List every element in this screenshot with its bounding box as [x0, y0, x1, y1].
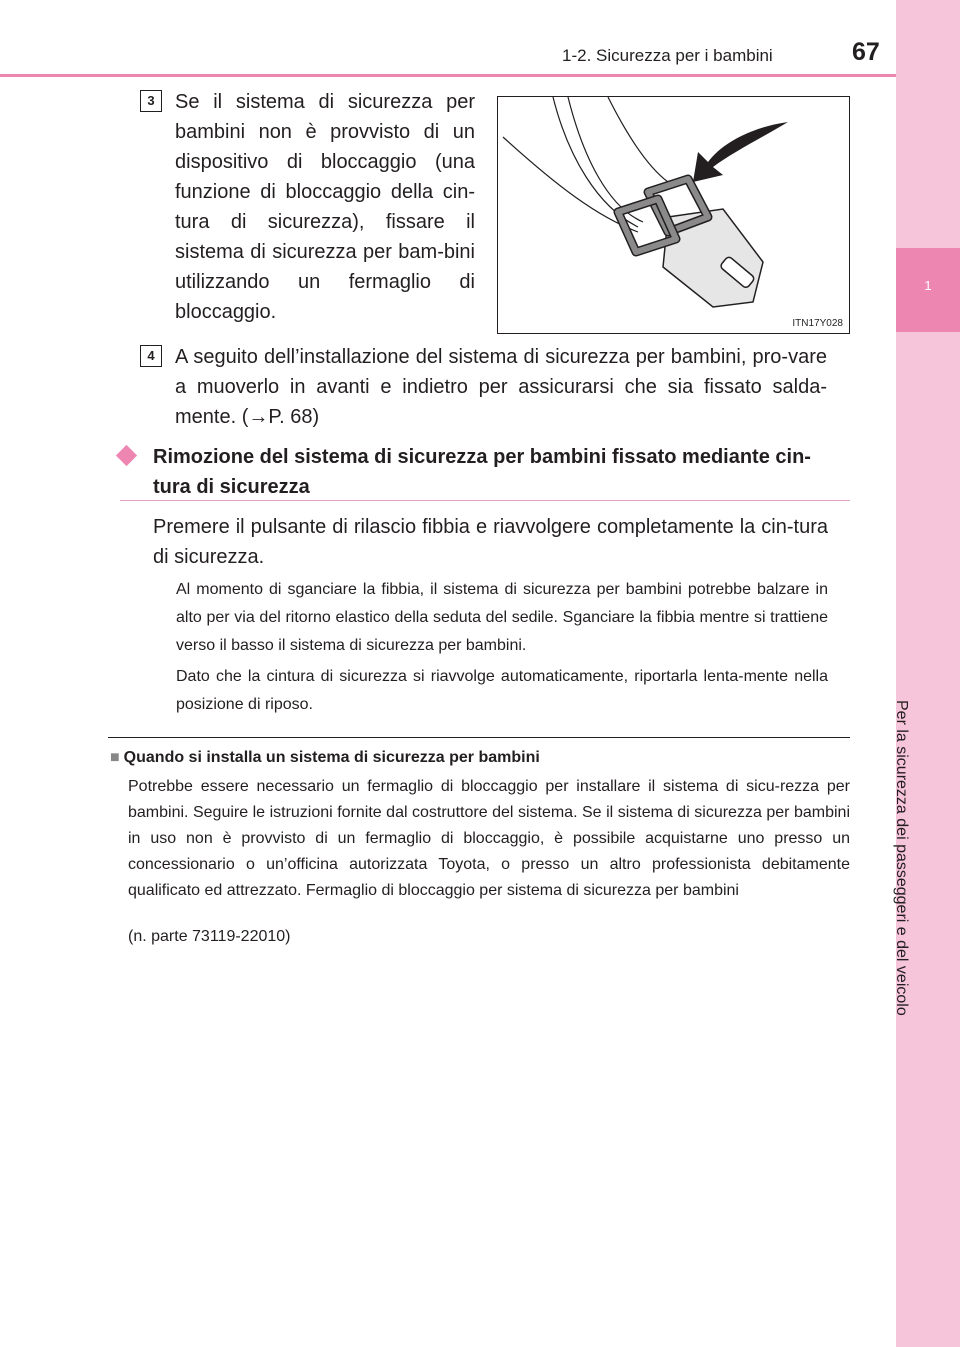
step-3-badge: 3 — [140, 90, 162, 112]
section-body: Premere il pulsante di rilascio fibbia e riavvolgere completamente la cin-tura di sicurezza. — [153, 516, 828, 568]
diamond-bullet-icon — [116, 445, 137, 466]
info-title-text: Quando si installa un sistema di sicurezza per bambini — [123, 749, 540, 766]
square-bullet-icon: ■ — [110, 749, 120, 766]
step-4-badge: 4 — [140, 345, 162, 367]
step-3-text: Se il sistema di sicurezza per bambini non è provvisto di un dispositivo di bloccaggio (una funzione di bloccaggio della cin-tura di sicurezza), fissare il sistema di sicurezza per bam-bini utilizzando un fermaglio di bloccaggio. — [175, 91, 475, 323]
seatbelt-locking-clip-figure — [497, 96, 850, 334]
section-note-1: Al momento di sganciare la fibbia, il sistema di sicurezza per bambini potrebbe balzare in alto per via del ritorno elastico della seduta del sedile. Sganciare la fibbia mentre si trattiene verso il basso il sistema di sicurezza per bambini. — [176, 581, 828, 654]
step-4-text: A seguito dell’installazione del sistema di sicurezza per bambini, pro-vare a muoverlo in avanti e indietro per assicurarsi che sia fissato salda-mente. (→P. 68) — [175, 346, 827, 428]
side-band — [896, 0, 960, 1347]
header-rule — [0, 74, 896, 77]
header-section-title: 1-2. Sicurezza per i bambini — [562, 46, 773, 65]
page-number: 67 — [852, 38, 880, 66]
separator-rule — [108, 737, 850, 738]
chapter-title: Per la sicurezza dei passeggeri e del veicolo — [893, 700, 910, 1016]
section-heading: Rimozione del sistema di sicurezza per bambini fissato mediante cin-tura di sicurezza — [153, 446, 811, 498]
locking-clip-illustration — [498, 97, 849, 333]
chapter-number: 1 — [924, 278, 932, 293]
section-note-2: Dato che la cintura di sicurezza si riavvolge automaticamente, riportarla lenta-mente nella posizione di riposo. — [176, 668, 828, 713]
figure-code: ITN17Y028 — [792, 318, 843, 329]
info-part-number: (n. parte 73119-22010) — [128, 928, 291, 945]
info-text: Potrebbe essere necessario un fermaglio di bloccaggio per installare il sistema di sicu-rezza per bambini. Seguire le istruzioni fornite dal costruttore del sistema. Se il sistema di sicurezza per bambini in uso non è provvisto di un fermaglio di bloccaggio, è possibile acquistarne uno presso un concessionario o un’officina autorizzata Toyota, o presso un altro professionista debitamente qualificato ed attrezzato. Fermaglio di bloccaggio per sistema di sicurezza per bambini — [128, 778, 850, 899]
info-title — [110, 749, 540, 767]
heading-rule — [120, 500, 850, 501]
